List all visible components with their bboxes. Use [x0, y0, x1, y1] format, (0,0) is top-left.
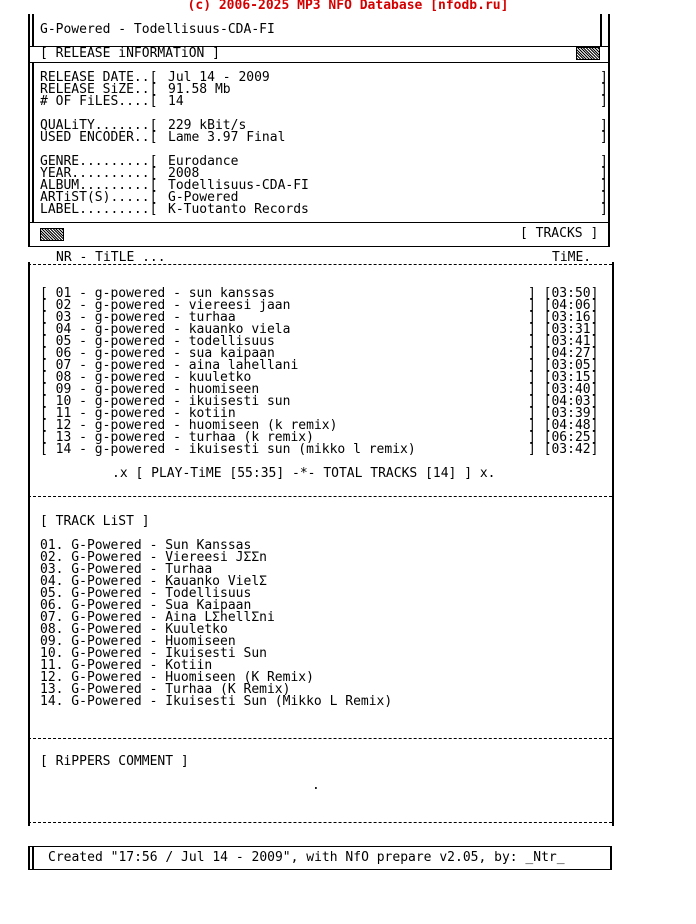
- track-open-bracket: [ 13 - g-powered - turhaa (k remix): [40, 430, 314, 445]
- track-time-value: 03:15: [551, 370, 591, 385]
- track-open-bracket: [ 03 - g-powered - turhaa: [40, 310, 236, 325]
- track-list-item: 06. G-Powered - Sua Kaipaan: [40, 598, 252, 613]
- track-number: 13: [55, 430, 72, 445]
- track-number: 03: [55, 310, 72, 325]
- track-list-item: 11. G-Powered - Kotiin: [40, 658, 213, 673]
- track-time-value: 04:48: [551, 418, 591, 433]
- track-list-label: [ TRACK LiST ]: [40, 514, 150, 529]
- track-number: 10: [55, 394, 72, 409]
- track-number: 08: [55, 370, 72, 385]
- track-list-item: 01. G-Powered - Sun Kanssas: [40, 538, 252, 553]
- track-list-item: 08. G-Powered - Kuuletko: [40, 622, 228, 637]
- info-value: Jul 14 - 2009: [168, 70, 270, 85]
- track-number: 06: [55, 346, 72, 361]
- track-time: ] [03:15]: [528, 370, 599, 385]
- info-bracket: ]: [600, 94, 608, 109]
- track-time-value: 04:27: [551, 346, 591, 361]
- track-open-bracket: [ 06 - g-powered - sua kaipaan: [40, 346, 275, 361]
- track-number: 12: [55, 418, 72, 433]
- info-label: # OF FiLES....[: [40, 94, 158, 109]
- track-list-item: 13. G-Powered - Turhaa (K Remix): [40, 682, 291, 697]
- info-bracket: ]: [600, 130, 608, 145]
- track-open-bracket: [ 14 - g-powered - ikuisesti sun (mikko l remix): [40, 442, 416, 457]
- track-time-value: 04:03: [551, 394, 591, 409]
- info-value: Eurodance: [168, 154, 239, 169]
- tracks-label: [ TRACKS ]: [520, 226, 599, 241]
- track-number: 05: [55, 334, 72, 349]
- track-time-value: 03:42: [551, 442, 591, 457]
- pattern-block-icon: [576, 47, 600, 60]
- info-bracket: ]: [600, 154, 608, 169]
- track-time: ] [06:25]: [528, 430, 599, 445]
- track-time: ] [03:42]: [528, 442, 599, 457]
- pattern-block-icon: [40, 228, 64, 241]
- track-title: g-powered - turhaa (k remix): [94, 430, 314, 445]
- tracks-header-right: TiME.: [552, 250, 592, 265]
- track-time: ] [03:39]: [528, 406, 599, 421]
- track-title: g-powered - kotiin: [94, 406, 236, 421]
- info-value: Lame 3.97 Final: [168, 130, 286, 145]
- track-list-item: 10. G-Powered - Ikuisesti Sun: [40, 646, 267, 661]
- info-bracket: ]: [600, 82, 608, 97]
- track-title: g-powered - kauanko viela: [94, 322, 291, 337]
- track-title: g-powered - turhaa: [94, 310, 236, 325]
- track-time: ] [04:27]: [528, 346, 599, 361]
- info-bracket: ]: [600, 178, 608, 193]
- track-number: 14: [55, 442, 72, 457]
- track-number: 02: [55, 298, 72, 313]
- rippers-comment-label: [ RiPPERS COMMENT ]: [40, 754, 189, 769]
- track-list-item: 09. G-Powered - Huomiseen: [40, 634, 236, 649]
- track-time: ] [03:41]: [528, 334, 599, 349]
- track-title: g-powered - huomiseen: [94, 382, 260, 397]
- info-bracket: ]: [600, 166, 608, 181]
- info-label: RELEASE DATE..[: [40, 70, 158, 85]
- track-open-bracket: [ 11 - g-powered - kotiin: [40, 406, 236, 421]
- info-value: 229 kBit/s: [168, 118, 247, 133]
- track-time: ] [04:48]: [528, 418, 599, 433]
- track-number: 01: [55, 286, 72, 301]
- track-title: g-powered - ikuisesti sun: [94, 394, 291, 409]
- track-open-bracket: [ 07 - g-powered - aina lahellani: [40, 358, 299, 373]
- track-time-value: 06:25: [551, 430, 591, 445]
- info-label: RELEASE SiZE..[: [40, 82, 158, 97]
- track-time-value: 04:06: [551, 298, 591, 313]
- track-open-bracket: [ 01 - g-powered - sun kanssas: [40, 286, 275, 301]
- track-title: g-powered - sun kanssas: [94, 286, 275, 301]
- release-info-label: [ RELEASE iNFORMATiON ]: [40, 46, 221, 61]
- info-label: GENRE.........[: [40, 154, 158, 169]
- info-value: 2008: [168, 166, 200, 181]
- track-time-value: 03:40: [551, 382, 591, 397]
- track-time-value: 03:31: [551, 322, 591, 337]
- info-value: G-Powered: [168, 190, 239, 205]
- track-list-item: 07. G-Powered - Aina LΣhellΣni: [40, 610, 275, 625]
- info-value: 14: [168, 94, 184, 109]
- track-list-item: 03. G-Powered - Turhaa: [40, 562, 213, 577]
- info-bracket: ]: [600, 70, 608, 85]
- track-number: 04: [55, 322, 72, 337]
- track-open-bracket: [ 04 - g-powered - kauanko viela: [40, 322, 291, 337]
- info-label: USED ENCODER..[: [40, 130, 158, 145]
- track-title: g-powered - aina lahellani: [94, 358, 299, 373]
- track-time-value: 03:50: [551, 286, 591, 301]
- site-header: (c) 2006-2025 MP3 NFO Database [nfodb.ru]: [187, 0, 509, 13]
- info-value: Todellisuus-CDA-FI: [168, 178, 309, 193]
- track-time-value: 03:41: [551, 334, 591, 349]
- info-label: ARTiST(S).....[: [40, 190, 158, 205]
- track-open-bracket: [ 08 - g-powered - kuuletko: [40, 370, 252, 385]
- info-value: 91.58 Mb: [168, 82, 231, 97]
- track-open-bracket: [ 10 - g-powered - ikuisesti sun: [40, 394, 291, 409]
- track-list-item: 05. G-Powered - Todellisuus: [40, 586, 252, 601]
- track-number: 09: [55, 382, 72, 397]
- track-time: ] [04:06]: [528, 298, 599, 313]
- track-title: g-powered - sua kaipaan: [94, 346, 275, 361]
- track-time-value: 03:05: [551, 358, 591, 373]
- info-value: K-Tuotanto Records: [168, 202, 309, 217]
- track-title: g-powered - kuuletko: [94, 370, 252, 385]
- track-open-bracket: [ 02 - g-powered - viereesi jaan: [40, 298, 291, 313]
- track-number: 07: [55, 358, 72, 373]
- track-title: g-powered - huomiseen (k remix): [94, 418, 338, 433]
- track-list-item: 04. G-Powered - Kauanko VielΣ: [40, 574, 267, 589]
- info-label: YEAR..........[: [40, 166, 158, 181]
- track-time: ] [04:03]: [528, 394, 599, 409]
- info-bracket: ]: [600, 118, 608, 133]
- track-time: ] [03:16]: [528, 310, 599, 325]
- info-bracket: ]: [600, 190, 608, 205]
- track-time-value: 03:39: [551, 406, 591, 421]
- track-time-value: 03:16: [551, 310, 591, 325]
- track-number: 11: [55, 406, 72, 421]
- total-line: .x [ PLAY-TiME [55:35] -*- TOTAL TRACKS [14] ] x.: [112, 466, 496, 481]
- track-list-item: 02. G-Powered - Viereesi JΣΣn: [40, 550, 267, 565]
- track-time: ] [03:40]: [528, 382, 599, 397]
- track-list-item: 14. G-Powered - Ikuisesti Sun (Mikko L Remix): [40, 694, 393, 709]
- info-label: QUALiTY.......[: [40, 118, 158, 133]
- track-open-bracket: [ 05 - g-powered - todellisuus: [40, 334, 275, 349]
- info-label: LABEL.........[: [40, 202, 158, 217]
- track-time: ] [03:50]: [528, 286, 599, 301]
- tracks-header-left: NR - TiTLE ...: [56, 250, 166, 265]
- info-bracket: ]: [600, 202, 608, 217]
- track-list-item: 12. G-Powered - Huomiseen (K Remix): [40, 670, 314, 685]
- track-title: g-powered - ikuisesti sun (mikko l remix): [94, 442, 416, 457]
- track-time: ] [03:05]: [528, 358, 599, 373]
- track-title: g-powered - todellisuus: [94, 334, 275, 349]
- track-open-bracket: [ 12 - g-powered - huomiseen (k remix): [40, 418, 338, 433]
- rippers-comment: .: [312, 778, 320, 793]
- track-open-bracket: [ 09 - g-powered - huomiseen: [40, 382, 260, 397]
- track-time: ] [03:31]: [528, 322, 599, 337]
- info-label: ALBUM.........[: [40, 178, 158, 193]
- release-title: G-Powered - Todellisuus-CDA-FI: [40, 22, 275, 37]
- footer-credit: Created "17:56 / Jul 14 - 2009", with NfO prepare v2.05, by: _Ntr_: [48, 850, 565, 865]
- track-title: g-powered - viereesi jaan: [94, 298, 291, 313]
